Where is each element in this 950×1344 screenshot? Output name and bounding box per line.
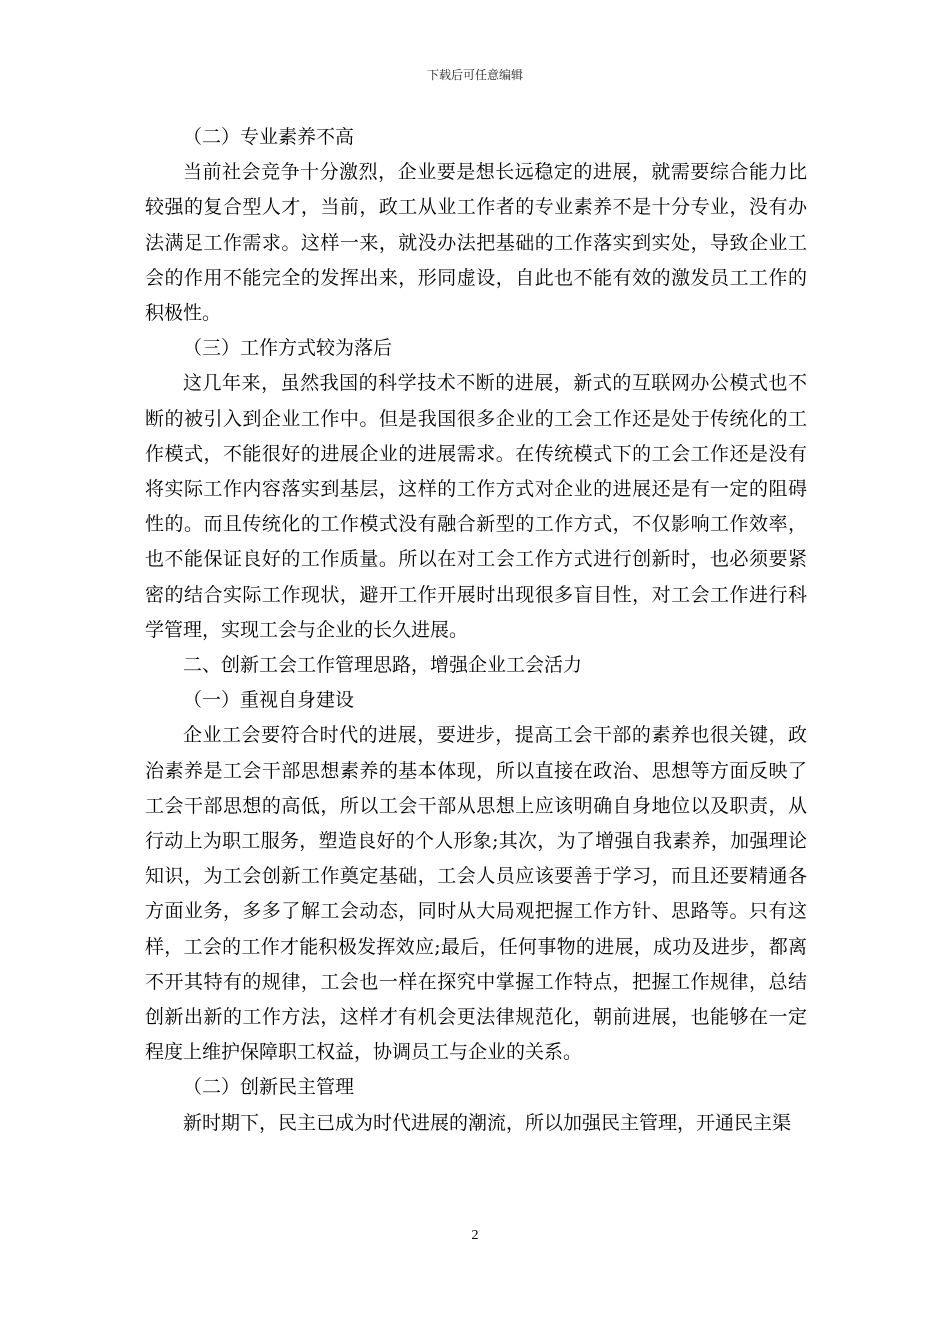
subsection-heading: （二）创新民主管理 [183,1076,355,1099]
body-paragraph: 企业工会要符合时代的进展，要进步，提高工会干部的素养也很关键，政治素养是工会干部思想素养的基本体现，所以直接在政治、思想等方面反映了工会干部思想的高低，所以工会干部从思想上应该明确自身地位以及职责，从行动上为职工服务，塑造良好的个人形象;其次，为了增强自我素养，加强理论知识，为工会创新工作奠定基础，工会人员应该要善于学习，而且还要精通各方面业务，多多了解工会动态，同时从大局观把握工作方针、思路等。只有这样，工会的工作才能积极发挥效应;最后，任何事物的进展，成功及进步，都离不开其特有的规律，工会也一样在探究中掌握工作特点，把握工作规律，总结创新出新的工作方法，这样才有机会更法律规范化，朝前进展，也能够在一定程度上维护保障职工权益，协调员工与企业的关系。 [145,724,807,1064]
subsection-heading: （一）重视自身建设 [183,689,355,712]
section-heading: 二、创新工会工作管理思路，增强企业工会活力 [183,654,583,677]
body-paragraph: 这几年来，虽然我国的科学技术不断的进展，新式的互联网办公模式也不断的被引入到企业工作中。但是我国很多企业的工会工作还是处于传统化的工作模式，不能很好的进展企业的进展需求。在传统模式下的工会工作还是没有将实际工作内容落实到基层，这样的工作方式对企业的进展还是有一定的阻碍性的。而且传统化的工作模式没有融合新型的工作方式，不仅影响工作效率，也不能保证良好的工作质量。所以在对工会工作方式进行创新时，也必须要紧密的结合实际工作现状，避开工作开展时出现很多盲目性，对工会工作进行科学管理，实现工会与企业的长久进展。 [145,372,807,641]
page-number: 2 [471,1228,479,1243]
body-paragraph: 新时期下，民主已成为时代进展的潮流，所以加强民主管理，开通民主渠 [183,1111,792,1134]
subsection-heading: （二）专业素养不高 [183,126,355,148]
subsection-heading: （三）工作方式较为落后 [183,337,393,360]
page-header-note: 下载后可任意编辑 [426,68,523,82]
body-paragraph: 当前社会竞争十分激烈，企业要是想长远稳定的进展，就需要综合能力比较强的复合型人才，当前，政工从业工作者的专业素养不是十分专业，没有办法满足工作需求。这样一来，就没办法把基础的工作落实到实处，导致企业工会的作用不能完全的发挥出来，形同虚设，自此也不能有效的激发员工工作的积极性。 [145,161,807,325]
document-body [145,120,807,1141]
